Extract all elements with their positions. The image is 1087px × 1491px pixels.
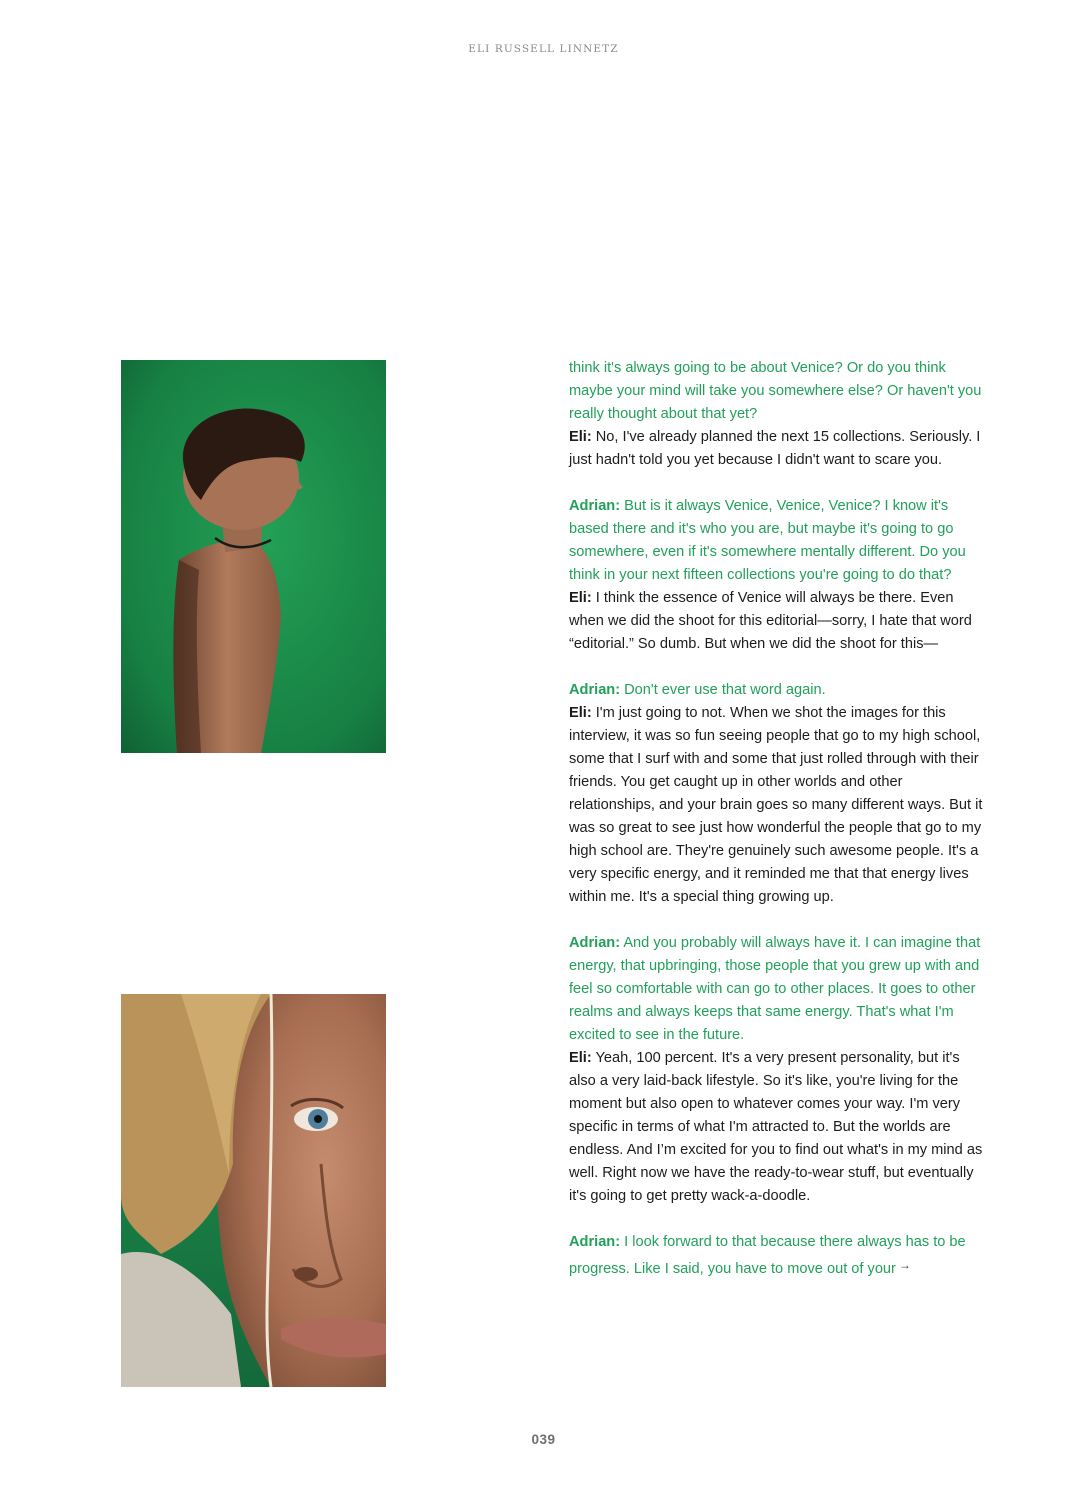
exchange-4 [569, 932, 987, 1208]
eli-answer: Yeah, 100 percent. It's a very present personality, but it's also a very laid-back lifestyle. So it's like, you're living for the moment but also open to whatever comes your way. I'm very specific in terms of what I'm attracted to. But the worlds are endless. And I’m excited for you to find out what's in my mind as well. Right now we have the ready-to-wear stuff, but eventually it's going to get pretty wack-a-doodle. [569, 1050, 983, 1204]
adrian-speaker-label: Adrian: [569, 682, 621, 698]
exchange-1 [569, 357, 987, 472]
adrian-question: And you probably will always have it. I can imagine that energy, that upbringing, those people that you grew up with and feel so comfortable with can go to other places. It goes to other realms and always keeps that same energy. That's what I'm excited to see in the future. [569, 935, 981, 1043]
adrian-question: Don't ever use that word again. [620, 682, 826, 698]
adrian-speaker-label: Adrian: [569, 498, 621, 514]
exchange-5 [569, 1231, 987, 1281]
continue-arrow-icon: → [898, 1258, 911, 1272]
eli-speaker-label: Eli: [569, 590, 592, 606]
adrian-speaker-label: Adrian: [569, 1234, 621, 1250]
eli-speaker-label: Eli: [569, 429, 592, 445]
photo-face-closeup [121, 994, 386, 1387]
paragraph-gap [569, 909, 987, 932]
running-head: ELI RUSSELL LINNETZ [468, 43, 619, 55]
adrian-speaker-label: Adrian: [569, 935, 621, 951]
eli-answer: I'm just going to not. When we shot the images for this interview, it was so fun seeing people that go to my high school, some that I surf with and some that just rolled through with their friends. You get caught up in other worlds and other relationships, and your brain goes so many different ways. But it was so great to see just how wonderful the people that go to my high school are. They're genuinely such awesome people. It's a very specific energy, and it reminded me that that energy lives within me. It's a special thing growing up. [569, 705, 983, 905]
eli-speaker-label: Eli: [569, 1050, 592, 1066]
profile-photo-icon [121, 360, 386, 753]
eli-answer: No, I've already planned the next 15 collections. Seriously. I just hadn't told you yet because I didn't want to scare you. [569, 429, 981, 468]
paragraph-gap [569, 472, 987, 495]
paragraph-gap [569, 656, 987, 679]
exchange-3 [569, 679, 987, 909]
interview-column [569, 357, 987, 1281]
adrian-question: But is it always Venice, Venice, Venice? I know it's based there and it's who you are, but maybe it's going to go somewhere, even if it's somewhere mentally different. Do you think in your next fifteen collections you're going to do that? [569, 498, 966, 583]
exchange-2 [569, 495, 987, 656]
photo-profile [121, 360, 386, 753]
paragraph-gap [569, 1208, 987, 1231]
face-closeup-icon [121, 994, 386, 1387]
page-number: 039 [531, 1432, 556, 1447]
adrian-question: think it's always going to be about Venice? Or do you think maybe your mind will take you somewhere else? Or haven't you really thought about that yet? [569, 360, 982, 422]
adrian-question: I look forward to that because there always has to be progress. Like I said, you have to move out of your [569, 1234, 966, 1277]
eli-answer: I think the essence of Venice will always be there. Even when we did the shoot for this editorial—sorry, I hate that word “editorial.” So dumb. But when we did the shoot for this— [569, 590, 972, 652]
eli-speaker-label: Eli: [569, 705, 592, 721]
